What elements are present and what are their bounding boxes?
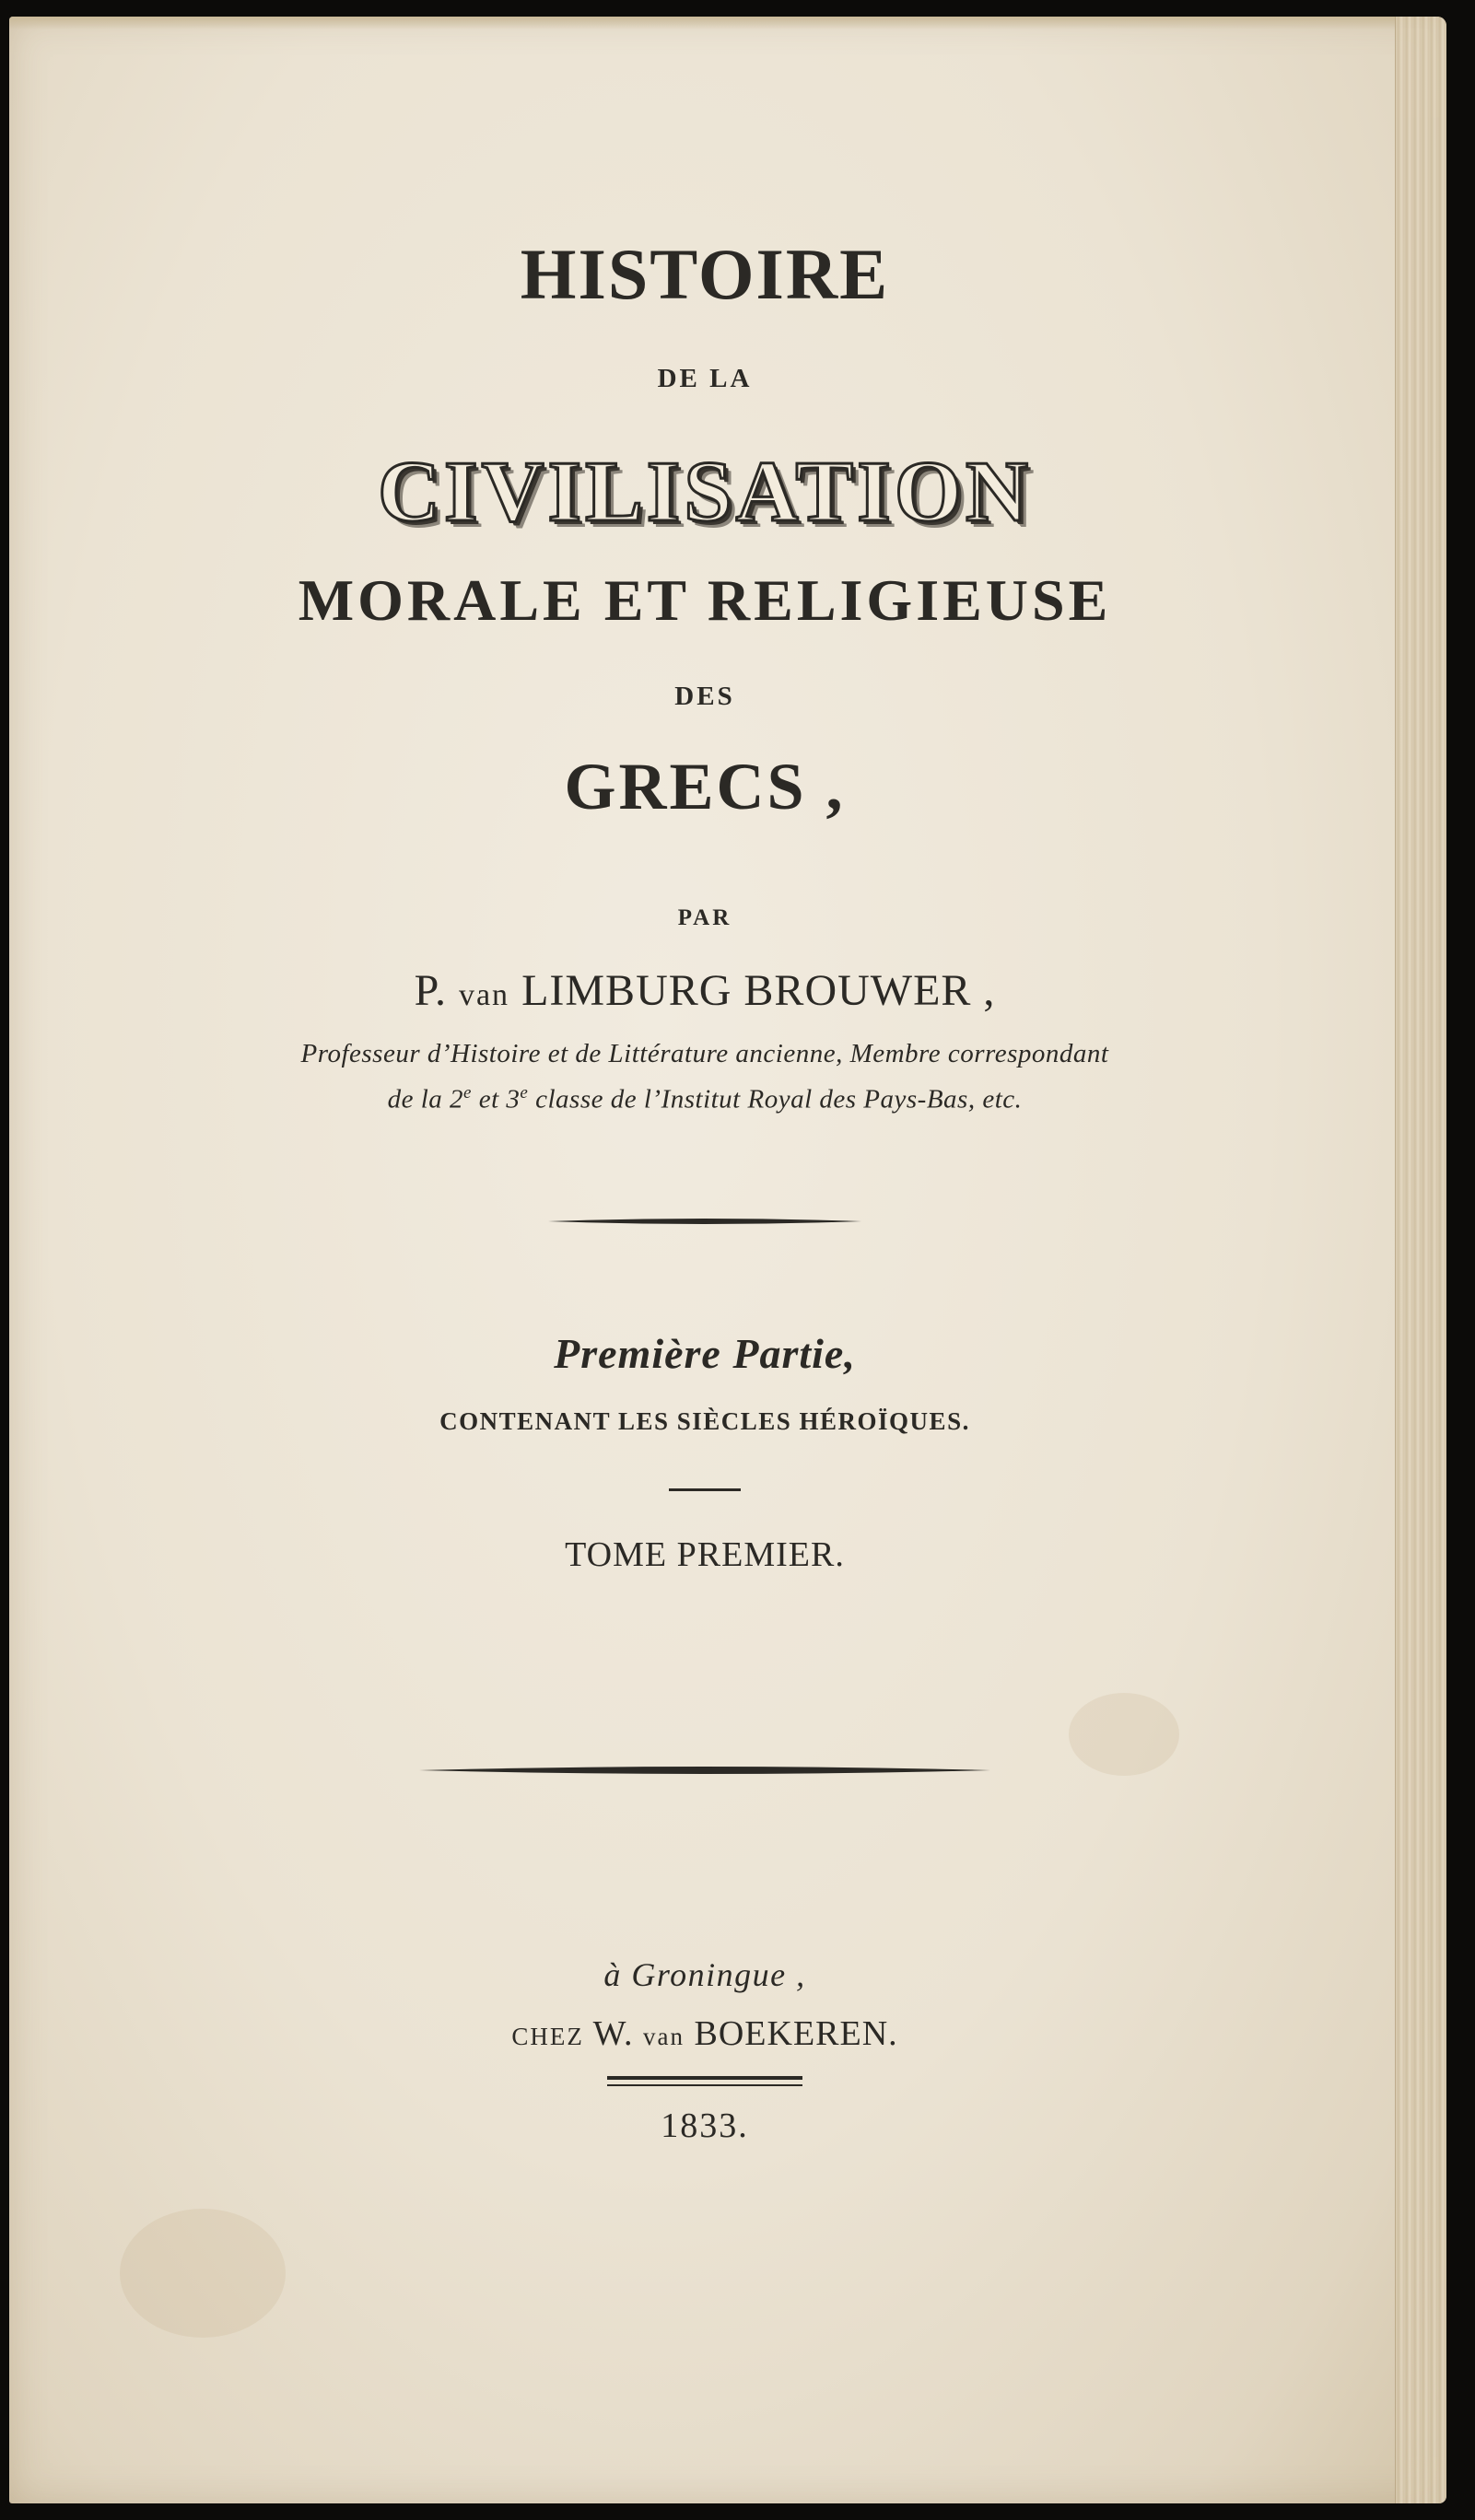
- author-initial: P.: [414, 966, 447, 1015]
- publication-year: 1833.: [661, 2106, 749, 2145]
- double-rule: [9, 2076, 1400, 2086]
- affiliation-superscript: e: [520, 1083, 529, 1102]
- publisher-surname: BOEKEREN.: [694, 2014, 898, 2053]
- publisher-initial: W.: [592, 2014, 634, 2053]
- author-name: [9, 965, 1400, 1016]
- title-civilisation: CIVILISATION: [378, 444, 1032, 540]
- imprint-place: à Groningue ,: [603, 1956, 806, 1993]
- volume-label: TOME PREMIER.: [565, 1535, 845, 1574]
- short-rule: [9, 1488, 1400, 1491]
- part-title: Première Partie,: [554, 1330, 856, 1377]
- page-fore-edge: [1395, 17, 1446, 2503]
- affiliation-text: classe de l’Institut Royal des Pays-Bas, etc.: [528, 1084, 1023, 1114]
- part-subtitle: CONTENANT LES SIÈCLES HÉROÏQUES.: [439, 1407, 970, 1435]
- publisher-prefix: CHEZ: [511, 2023, 584, 2050]
- affiliation-superscript: e: [463, 1083, 472, 1102]
- author-surname: LIMBURG BROUWER ,: [521, 966, 996, 1015]
- title-grecs: GRECS ,: [564, 750, 846, 823]
- title-des: DES: [674, 682, 735, 711]
- title-page: [9, 17, 1446, 2503]
- imprint-publisher: [9, 2013, 1400, 2054]
- swell-rule-icon: [548, 1214, 861, 1229]
- swell-rule-icon: [419, 1761, 990, 1779]
- title-page-text: [9, 17, 1400, 2503]
- publisher-particle: van: [643, 2023, 685, 2050]
- author-particle: van: [458, 978, 510, 1012]
- affiliation-text: de la 2: [387, 1084, 464, 1114]
- by-line: PAR: [677, 905, 732, 930]
- author-affiliation-line2: [9, 1083, 1400, 1115]
- ornamental-rule-lower: [9, 1761, 1400, 1779]
- title-morale-et-religieuse: MORALE ET RELIGIEUSE: [298, 567, 1112, 633]
- title-de-la: DE LA: [657, 364, 753, 393]
- author-affiliation-line1: Professeur d’Histoire et de Littérature ancienne, Membre correspondant: [300, 1039, 1109, 1068]
- title-histoire: HISTOIRE: [520, 234, 890, 314]
- affiliation-text: et 3: [471, 1084, 521, 1114]
- ornamental-rule-upper: [9, 1214, 1400, 1229]
